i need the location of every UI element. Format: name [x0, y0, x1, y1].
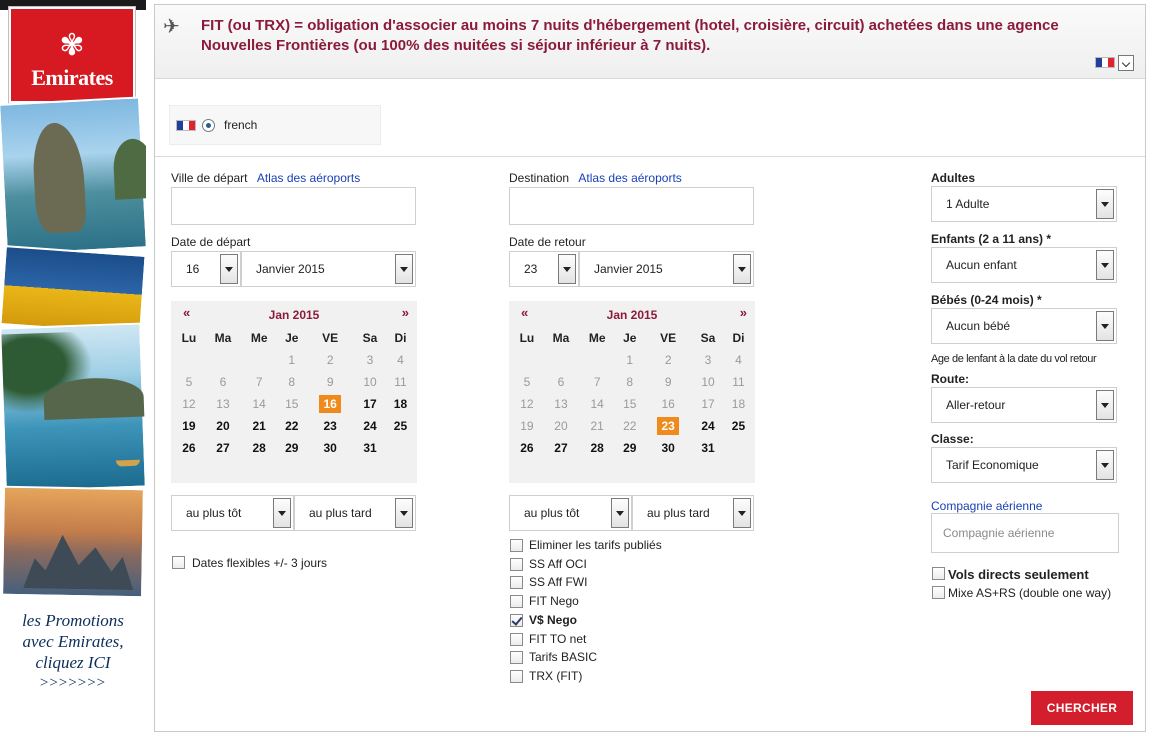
- calendar-day: [543, 371, 579, 393]
- departure-calendar-prev-icon[interactable]: «: [183, 305, 191, 320]
- departure-latest-value: au plus tard: [309, 506, 372, 520]
- return-calendar-month-title: Jan 2015: [606, 308, 658, 322]
- emirates-calligraphy-icon: ✾: [59, 28, 85, 63]
- return-date-label: Date de retour: [509, 235, 586, 249]
- fare-option-label: V$ Nego: [529, 612, 578, 627]
- calendar-day-number: 6: [219, 375, 227, 389]
- return-calendar-next-icon[interactable]: »: [739, 305, 747, 320]
- return-month-value: Janvier 2015: [594, 262, 663, 276]
- departure-city-label: [171, 171, 360, 185]
- calendar-day: [511, 393, 543, 415]
- destination-airport-atlas-link[interactable]: Atlas des aéroports: [578, 171, 682, 185]
- calendar-day: [724, 349, 753, 371]
- departure-earliest-value: au plus tôt: [186, 506, 242, 520]
- calendar-day[interactable]: [205, 437, 241, 459]
- chevron-down-icon[interactable]: [1096, 390, 1114, 420]
- promo-photo-temples: [1, 486, 145, 598]
- promo-line-3: cliquez ICI: [35, 653, 111, 672]
- calendar-empty-cell: [511, 349, 543, 371]
- chevron-down-icon[interactable]: [220, 254, 238, 284]
- calendar-day: [241, 393, 277, 415]
- calendar-day[interactable]: [205, 415, 241, 437]
- fare-option-label: TRX (FIT): [529, 668, 583, 683]
- babies-value: Aucun bébé: [946, 319, 1011, 333]
- calendar-day-number: 17: [363, 397, 377, 411]
- fare-option-label: SS Aff OCI: [529, 556, 587, 571]
- calendar-day[interactable]: [241, 415, 277, 437]
- calendar-day: [644, 349, 692, 371]
- departure-calendar-month-title: Jan 2015: [268, 308, 320, 322]
- calendar-day-number: 24: [363, 419, 377, 433]
- calendar-day-number: 1: [626, 353, 634, 367]
- calendar-day-number: 11: [394, 375, 407, 389]
- chevron-down-icon[interactable]: [1096, 450, 1114, 480]
- fare-option-label: FIT TO net: [529, 631, 587, 646]
- fare-option-checkbox[interactable]: [510, 539, 523, 552]
- calendar-day-number: 22: [285, 419, 299, 433]
- chevron-down-icon[interactable]: [611, 498, 629, 528]
- promo-photo-islands: [0, 96, 146, 255]
- language-label: french: [224, 118, 258, 132]
- chevron-down-icon[interactable]: [558, 254, 576, 284]
- fare-option-checkbox[interactable]: [510, 633, 523, 646]
- french-flag-icon: [176, 120, 196, 131]
- calendar-day[interactable]: [354, 415, 386, 437]
- return-month-select[interactable]: [579, 251, 754, 287]
- language-selector: [169, 105, 381, 145]
- calendar-empty-cell: [386, 437, 415, 459]
- language-flag-dropdown[interactable]: [1095, 54, 1139, 71]
- calendar-day-number: 3: [366, 353, 374, 367]
- chevron-down-icon[interactable]: [1118, 55, 1134, 71]
- promo-arrows: >>>>>>>: [39, 675, 107, 691]
- calendar-day[interactable]: [543, 437, 579, 459]
- chevron-down-icon[interactable]: [1096, 311, 1114, 341]
- departure-calendar-header: [171, 301, 417, 327]
- weekday-header: Di: [394, 331, 407, 345]
- weekday-header: Sa: [700, 331, 716, 345]
- departure-city-input[interactable]: [171, 187, 416, 225]
- calendar-day-number: 29: [623, 441, 637, 455]
- calendar-day-number: 25: [393, 419, 408, 433]
- calendar-day-number: 13: [554, 397, 568, 411]
- fare-option-checkbox[interactable]: [510, 595, 523, 608]
- calendar-day: [615, 393, 644, 415]
- class-select[interactable]: [931, 447, 1117, 483]
- calendar-day-number: 21: [590, 419, 604, 433]
- departure-day-select[interactable]: [171, 251, 241, 287]
- calendar-day: [543, 415, 579, 437]
- calendar-day-number: 8: [288, 375, 296, 389]
- weekday-header: Ma: [552, 331, 570, 345]
- calendar-day[interactable]: [354, 437, 386, 459]
- calendar-day[interactable]: [386, 393, 415, 415]
- return-day-select[interactable]: [509, 251, 579, 287]
- calendar-day-number: 22: [623, 419, 637, 433]
- calendar-day-number: 10: [701, 375, 715, 389]
- adults-label: Adultes: [931, 171, 976, 185]
- chevron-down-icon[interactable]: [395, 498, 413, 528]
- calendar-day-number: 31: [701, 441, 715, 455]
- adults-value: 1 Adulte: [946, 197, 990, 211]
- calendar-day[interactable]: [692, 437, 724, 459]
- destination-label-text: Destination: [509, 171, 570, 185]
- calendar-day: [579, 415, 615, 437]
- calendar-day-number: 27: [216, 441, 230, 455]
- calendar-empty-cell: [173, 349, 205, 371]
- direct-flights-label: Vols directs seulement: [948, 567, 1089, 582]
- calendar-day: [724, 371, 753, 393]
- chevron-down-icon[interactable]: [273, 498, 291, 528]
- route-select[interactable]: [931, 387, 1117, 423]
- calendar-day: [277, 349, 306, 371]
- calendar-day-number: 20: [216, 419, 230, 433]
- calendar-day[interactable]: [306, 415, 354, 437]
- calendar-day: [173, 393, 205, 415]
- calendar-day: [354, 371, 386, 393]
- emirates-wordmark: Emirates: [31, 65, 113, 90]
- calendar-day-number: 15: [623, 397, 637, 411]
- departure-date-label: Date de départ: [171, 235, 251, 249]
- calendar-day-selected[interactable]: [306, 393, 354, 415]
- section-divider: [155, 156, 1145, 157]
- calendar-day: [615, 415, 644, 437]
- weekday-header: Je: [285, 331, 299, 345]
- calendar-day-number: 1: [288, 353, 296, 367]
- calendar-day-number: 12: [520, 397, 534, 411]
- calendar-day[interactable]: [277, 415, 306, 437]
- chevron-down-icon[interactable]: [733, 498, 751, 528]
- calendar-day[interactable]: [644, 437, 692, 459]
- fare-option-checkbox[interactable]: [510, 670, 523, 683]
- fare-option-checkbox[interactable]: [510, 558, 523, 571]
- chevron-down-icon[interactable]: [1096, 250, 1114, 280]
- calendar-day: [692, 349, 724, 371]
- destination-input[interactable]: [509, 187, 754, 225]
- fare-option-label: FIT Nego: [529, 594, 579, 609]
- calendar-day: [644, 371, 692, 393]
- calendar-empty-cell: [205, 349, 241, 371]
- departure-airport-atlas-link[interactable]: Atlas des aéroports: [256, 171, 361, 185]
- calendar-day-number: 16: [661, 397, 675, 411]
- calendar-day: [306, 371, 354, 393]
- calendar-day-number: 27: [554, 441, 568, 455]
- calendar-day-number: 21: [252, 419, 266, 433]
- calendar-day: [386, 371, 415, 393]
- calendar-day-number: 14: [252, 397, 266, 411]
- departure-day-value: 16: [186, 262, 200, 276]
- adults-select[interactable]: [931, 186, 1117, 222]
- return-calendar-grid: [511, 327, 753, 459]
- chevron-down-icon[interactable]: [733, 254, 751, 284]
- babies-label: Bébés (0-24 mois) *: [931, 293, 1042, 307]
- flexible-dates-checkbox[interactable]: [172, 556, 185, 569]
- calendar-day-number: 2: [326, 353, 334, 367]
- calendar-empty-cell: [724, 437, 753, 459]
- weekday-header: Sa: [362, 331, 378, 345]
- fit-notice-text: FIT (ou TRX) = obligation d'associer au moins 7 nuits d'hébergement (hotel, croisière, circuit) achetées dans une agence Nouvelles Frontières (ou 100% des nuitées si séjour inférieur à 7 nuits).: [201, 17, 1059, 54]
- calendar-day[interactable]: [354, 393, 386, 415]
- calendar-day: [173, 371, 205, 393]
- language-radio-french[interactable]: [202, 119, 215, 132]
- calendar-day: [644, 393, 692, 415]
- calendar-day: [579, 393, 615, 415]
- calendar-day-number: 12: [182, 397, 196, 411]
- weekday-header: Lu: [519, 331, 535, 345]
- calendar-day: [205, 393, 241, 415]
- calendar-day-number: 4: [735, 353, 742, 367]
- fare-option-label: Eliminer les tarifs publiés: [529, 538, 662, 552]
- weekday-header: Ma: [214, 331, 232, 345]
- calendar-day: [543, 393, 579, 415]
- mixed-as-rs-checkbox[interactable]: [932, 586, 945, 599]
- calendar-day-number: 19: [520, 419, 534, 433]
- calendar-day-number: 7: [593, 375, 601, 389]
- calendar-day[interactable]: [386, 415, 415, 437]
- calendar-day-number: 28: [590, 441, 604, 455]
- calendar-day-number: 25: [731, 419, 746, 433]
- search-button[interactable]: CHERCHER: [1031, 691, 1133, 725]
- mixed-as-rs-label: Mixe AS+RS (double one way): [948, 586, 1112, 600]
- calendar-day: [692, 393, 724, 415]
- return-earliest-select[interactable]: [509, 495, 632, 531]
- return-calendar: [509, 301, 755, 483]
- promo-line-2: avec Emirates,: [22, 632, 124, 651]
- calendar-day[interactable]: [724, 415, 753, 437]
- calendar-day-number: 7: [255, 375, 263, 389]
- route-label: Route:: [931, 372, 969, 386]
- calendar-day[interactable]: [692, 415, 724, 437]
- flight-search-panel: [154, 4, 1146, 732]
- calendar-day-number: 26: [520, 441, 534, 455]
- child-age-note: Age de lenfant à la date du vol retour: [931, 353, 1097, 365]
- calendar-day-number: 9: [326, 375, 334, 389]
- promo-photo-lagoon: [0, 323, 146, 493]
- flexible-dates-label: Dates flexibles +/- 3 jours: [192, 556, 328, 570]
- calendar-day-number: 23: [657, 417, 679, 435]
- emirates-logo: [9, 7, 135, 103]
- airline-input-placeholder: Compagnie aérienne: [943, 526, 1055, 540]
- departure-calendar-next-icon[interactable]: »: [401, 305, 409, 320]
- airplane-icon: ✈: [163, 16, 180, 38]
- calendar-day-number: 30: [323, 441, 337, 455]
- calendar-day-selected[interactable]: [644, 415, 692, 437]
- departure-calendar: [171, 301, 417, 483]
- calendar-day: [579, 371, 615, 393]
- babies-select[interactable]: [931, 308, 1117, 344]
- class-label: Classe:: [931, 432, 974, 446]
- emirates-promo-banner[interactable]: [0, 0, 146, 736]
- calendar-day-number: 15: [285, 397, 299, 411]
- departure-calendar-grid: [173, 327, 415, 459]
- return-calendar-prev-icon[interactable]: «: [521, 305, 529, 320]
- calendar-day: [511, 415, 543, 437]
- calendar-day-number: 9: [664, 375, 672, 389]
- direct-flights-checkbox[interactable]: [932, 567, 945, 580]
- calendar-day: [511, 371, 543, 393]
- fare-option-label: Tarifs BASIC: [529, 650, 598, 665]
- weekday-header: VE: [322, 331, 339, 345]
- calendar-day[interactable]: [173, 437, 205, 459]
- calendar-day[interactable]: [241, 437, 277, 459]
- promo-line-1: les Promotions: [22, 611, 124, 630]
- weekday-header: VE: [660, 331, 677, 345]
- airline-link[interactable]: Compagnie aérienne: [931, 499, 1043, 513]
- calendar-day: [615, 349, 644, 371]
- calendar-day-number: 20: [554, 419, 568, 433]
- calendar-day-number: 13: [216, 397, 230, 411]
- calendar-day[interactable]: [173, 415, 205, 437]
- departure-month-value: Janvier 2015: [256, 262, 325, 276]
- calendar-day: [205, 371, 241, 393]
- departure-latest-select[interactable]: [294, 495, 416, 531]
- fare-option-checkbox[interactable]: [510, 576, 523, 589]
- calendar-day-number: 14: [590, 397, 604, 411]
- calendar-day: [277, 371, 306, 393]
- calendar-empty-cell: [579, 349, 615, 371]
- calendar-day[interactable]: [615, 437, 644, 459]
- return-day-value: 23: [524, 262, 538, 276]
- calendar-empty-cell: [241, 349, 277, 371]
- promo-link-text[interactable]: [0, 610, 146, 694]
- children-label: Enfants (2 a 11 ans) *: [931, 232, 1052, 246]
- calendar-day[interactable]: [579, 437, 615, 459]
- calendar-day-number: 11: [732, 375, 745, 389]
- calendar-day-number: 24: [701, 419, 715, 433]
- departure-city-label-text: Ville de départ: [171, 171, 248, 185]
- return-latest-value: au plus tard: [647, 506, 710, 520]
- calendar-day-number: 31: [363, 441, 377, 455]
- calendar-day: [241, 371, 277, 393]
- calendar-day: [615, 371, 644, 393]
- calendar-day: [354, 349, 386, 371]
- calendar-day-number: 5: [523, 375, 531, 389]
- return-calendar-header: [509, 301, 755, 327]
- weekday-header: Me: [588, 331, 606, 345]
- calendar-day-number: 10: [363, 375, 377, 389]
- calendar-day-number: 30: [661, 441, 675, 455]
- fare-option-label: SS Aff FWI: [529, 575, 588, 590]
- calendar-day-number: 18: [731, 397, 746, 411]
- fare-option-checkbox[interactable]: [510, 651, 523, 664]
- children-select[interactable]: [931, 247, 1117, 283]
- return-earliest-value: au plus tôt: [524, 506, 580, 520]
- destination-label: [509, 171, 682, 185]
- calendar-day: [386, 349, 415, 371]
- calendar-day-number: 5: [185, 375, 193, 389]
- calendar-day-number: 23: [323, 419, 337, 433]
- airline-input[interactable]: [931, 513, 1119, 553]
- fare-option-checkbox[interactable]: [510, 614, 523, 627]
- calendar-day-number: 2: [664, 353, 672, 367]
- calendar-day: [277, 393, 306, 415]
- weekday-header: Me: [250, 331, 268, 345]
- weekday-header: Lu: [181, 331, 197, 345]
- calendar-day-number: 4: [397, 353, 404, 367]
- return-latest-select[interactable]: [632, 495, 754, 531]
- calendar-empty-cell: [543, 349, 579, 371]
- calendar-day: [306, 349, 354, 371]
- departure-month-select[interactable]: [241, 251, 416, 287]
- calendar-day[interactable]: [511, 437, 543, 459]
- route-value: Aller-retour: [946, 398, 1006, 412]
- chevron-down-icon[interactable]: [395, 254, 413, 284]
- calendar-day-number: 26: [182, 441, 196, 455]
- promo-photo-beach-hut: [0, 245, 146, 335]
- weekday-header: Je: [623, 331, 637, 345]
- children-value: Aucun enfant: [946, 258, 1017, 272]
- calendar-day-number: 17: [701, 397, 715, 411]
- calendar-day-number: 19: [182, 419, 196, 433]
- calendar-day-number: 6: [557, 375, 565, 389]
- calendar-day: [724, 393, 753, 415]
- departure-earliest-select[interactable]: [171, 495, 294, 531]
- calendar-day-number: 18: [393, 397, 408, 411]
- calendar-day-number: 29: [285, 441, 299, 455]
- fit-notice-bar: [155, 5, 1145, 79]
- chevron-down-icon[interactable]: [1096, 189, 1114, 219]
- french-flag-icon: [1095, 57, 1115, 68]
- calendar-day-number: 3: [704, 353, 712, 367]
- calendar-day[interactable]: [306, 437, 354, 459]
- calendar-day[interactable]: [277, 437, 306, 459]
- calendar-day-number: 28: [252, 441, 266, 455]
- calendar-day-number: 16: [319, 395, 341, 413]
- class-value: Tarif Economique: [946, 458, 1039, 472]
- weekday-header: Di: [732, 331, 745, 345]
- calendar-day-number: 8: [626, 375, 634, 389]
- calendar-day: [692, 371, 724, 393]
